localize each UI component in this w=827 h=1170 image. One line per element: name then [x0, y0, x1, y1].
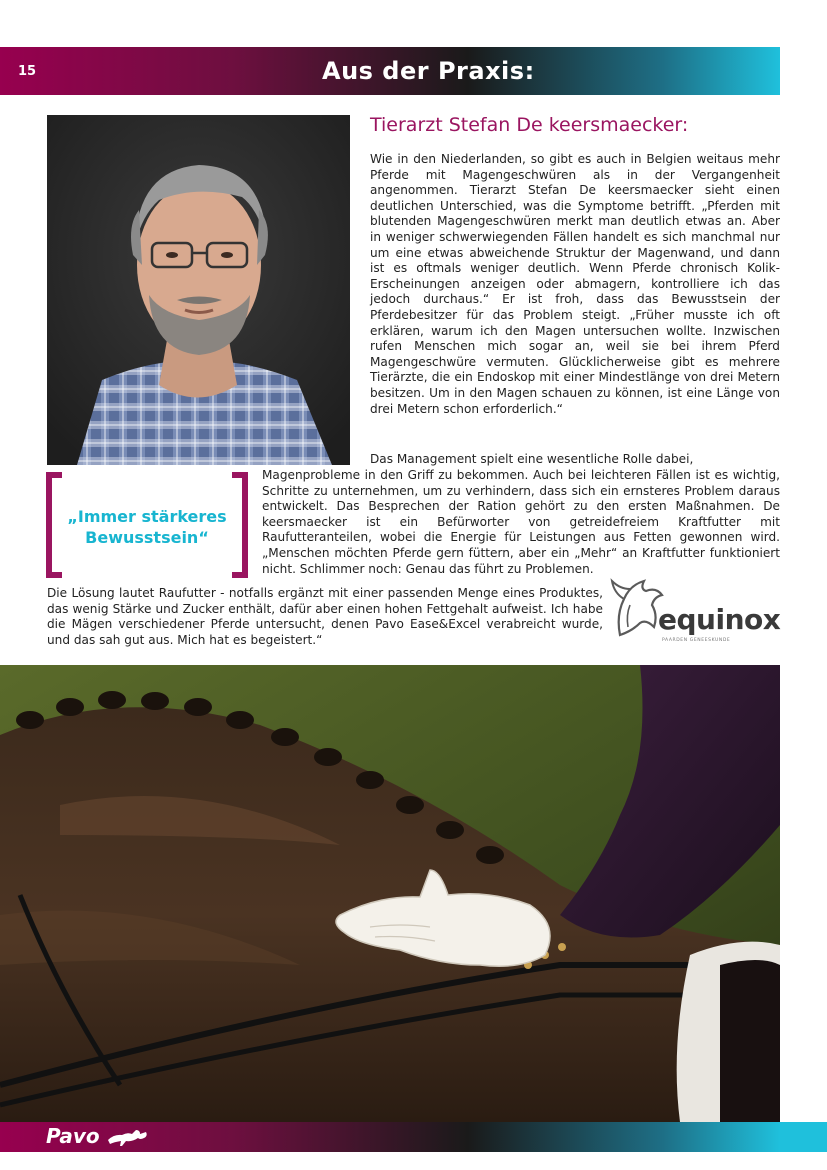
pull-quote-text [58, 506, 236, 548]
article-title: Tierarzt Stefan De keersmaecker: [370, 114, 689, 136]
portrait-photo [47, 115, 350, 465]
article-paragraph: Magenprobleme in den Griff zu bekommen. Auch bei leichteren Fällen ist es wichtig, Schritte zu unternehmen, um zu verhindern, dass sich ein ernsteres Problem daraus entwickelt. Das Besprechen der Ration gehört zu den ersten Maßnahmen. De keersmaecker ist ein Befürworter von getreidefreiem Kraftfutter mit Raufutteranteilen, wobei die Energie für Leistungen aus Fetten gewonnen wird. „Menschen möchten Pferde gern füttern, aber ein „Mehr“ an Kraftfutter funktioniert nicht. Schlimmer noch: Genau das führt zu Problemen. [262, 468, 780, 576]
logo-wordmark: equinox [658, 603, 781, 636]
pull-quote-line: „Immer stärkeres [67, 507, 227, 526]
pavo-brand-logo: Pavo [46, 1124, 100, 1148]
article-paragraph: Wie in den Niederlanden, so gibt es auch in Belgien weitaus mehr Pferde mit Magengeschwüren als in der Vergangenheit angenommen. Tierarzt Stefan De keersmaecker sieht einen deutlichen Unterschied, was die Symptome betrifft. „Pferden mit blutenden Magengeschwüren merkt man deutlich etwas an. Aber in weniger schwerwiegenden Fällen handelt es sich manchmal nur um eine etwas abweichende Struktur der Magenwand, und dann ist es oftmals weniger deutlich. Wenn Pferde chronisch Kolik-Erscheinungen anzeigen oder abmagern, kontrolliere ich das jedoch durchaus.“ Er ist froh, dass das Bewusstsein der Pferdebesitzer für das Problem steigt. „Früher musste ich oft erklären, warum ich den Magen untersuchen wollte. Inzwischen rufen Menschen mich sogar an, weil sie bei ihrem Pferd Magengeschwüre vermuten. Glücklicherweise gibt es mehrere Tierärzte, die ein Endoskop mit einer Mindestlänge von drei Metern besitzen. Um in den Magen schauen zu können, ist eine Länge von drei Metern schon erforderlich.“ [370, 152, 780, 416]
pull-quote [46, 472, 248, 578]
article-paragraph-intro: Das Management spielt eine wesentliche Rolle dabei, [370, 452, 694, 466]
pull-quote-line: Bewusstsein“ [85, 528, 209, 547]
logo-subtitle: PAARDEN GENEESKUNDE [662, 638, 731, 643]
dressage-photo [0, 665, 780, 1122]
horse-icon [106, 1126, 150, 1148]
equinox-logo [610, 575, 782, 641]
footer-accent [780, 1122, 827, 1152]
article-paragraph: Die Lösung lautet Raufutter - notfalls ergänzt mit einer passenden Menge eines Produktes, das wenig Stärke und Zucker enthält, dafür aber einen hohen Fettgehalt aufweist. Ich habe die Mägen verschiedener Pferde untersucht, denen Pavo Ease&Excel verabreicht wurde, und das sah gut aus. Mich hat es begeistert.“ [47, 586, 603, 647]
section-title: Aus der Praxis: [322, 57, 535, 85]
page-number: 15 [18, 64, 37, 79]
